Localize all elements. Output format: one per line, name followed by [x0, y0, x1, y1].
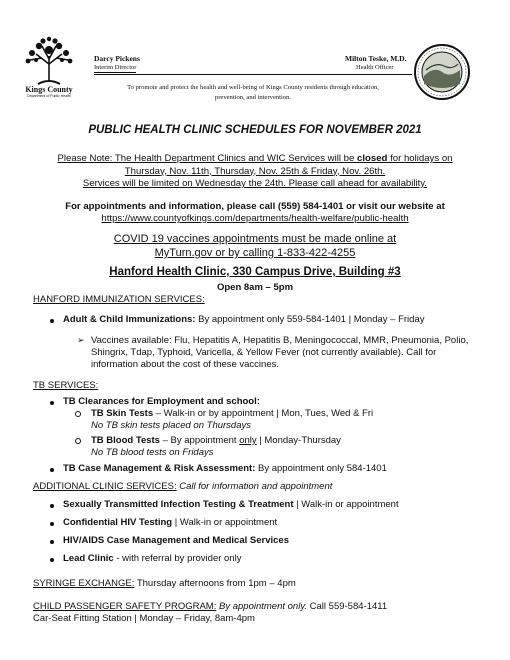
county-seal-icon: [414, 44, 470, 100]
circle-bullet-icon: [75, 438, 81, 444]
mission-line-2: prevention, and intervention.: [214, 94, 292, 101]
lead-clinic: Lead Clinic - with referral by provider only: [63, 553, 242, 564]
health-officer-name: Milton Teske, M.D.: [345, 54, 407, 63]
additional-heading-note: Call for information and appointment: [176, 481, 333, 492]
child-passenger-heading: CHILD PASSENGER SAFETY PROGRAM:: [33, 601, 217, 612]
additional-heading: ADDITIONAL CLINIC SERVICES:: [33, 481, 177, 492]
sti-testing: Sexually Transmitted Infection Testing & Treatment | Walk-in or appointment: [63, 499, 399, 510]
bullet-icon: [50, 504, 54, 508]
hiv-testing: Confidential HIV Testing | Walk-in or appointment: [63, 517, 278, 528]
syringe-heading: SYRINGE EXCHANGE:: [33, 578, 135, 589]
arrow-bullet-icon: ➢: [77, 335, 85, 345]
covid-line-1: COVID 19 vaccines appointments must be made online at: [113, 233, 397, 245]
circle-bullet-icon: [75, 411, 81, 417]
clinic-name: Hanford Health Clinic, 330 Campus Drive, Building #3: [109, 266, 401, 278]
covid-line-2: MyTurn.gov or by calling 1-833-422-4255: [154, 247, 356, 259]
mission-statement: [94, 83, 412, 103]
bullet-icon: [50, 319, 54, 323]
tb-heading: TB SERVICES:: [33, 380, 99, 391]
tb-case-management: TB Case Management & Risk Assessment: By appointment only 584-1401: [63, 463, 387, 474]
bullet-icon: [50, 401, 54, 405]
holiday-note-line-1: Please Note: The Health Department Clinics and WIC Services will be closed for holidays on: [57, 153, 453, 164]
tb-clearances: TB Clearances for Employment and school:: [63, 396, 260, 407]
bullet-icon: [50, 558, 54, 562]
immunization-item: Adult & Child Immunizations: By appointment only 559-584-1401 | Monday – Friday: [63, 314, 425, 325]
logo-county-name: Kings County: [25, 85, 73, 94]
bullet-icon: [50, 522, 54, 526]
additional-heading-line: [33, 481, 332, 493]
logo-department: Department of Public Health: [27, 94, 71, 98]
vaccines-available: Vaccines available: Flu, Hepatitis A, Hepatitis B, Meningococcal, MMR, Pneumonia, Polio, Shingrix, Tdap, Typhoid, Varicella, & Yellow Fever (not currently available). Call for information about the cost of these vaccines.: [91, 335, 469, 370]
bullet-icon: [50, 468, 54, 472]
mission-line-1: To promote and protect the health and well-being of Kings County residents through education,: [127, 84, 379, 91]
health-officer-title: Health Officer: [356, 64, 394, 71]
clinic-hours: Open 8am – 5pm: [216, 282, 294, 293]
tb-skin-note: No TB skin tests placed on Thursdays: [91, 420, 251, 431]
child-passenger-safety: CHILD PASSENGER SAFETY PROGRAM: By appointment only. Call 559-584-1411: [33, 601, 388, 612]
appointment-info: [30, 201, 480, 225]
bullet-icon: [50, 540, 54, 544]
tb-blood-note: No TB blood tests on Fridays: [91, 447, 214, 458]
tb-blood-tests: TB Blood Tests – By appointment only | Monday-Thursday: [91, 435, 341, 446]
tb-skin-tests: TB Skin Tests – Walk-in or by appointment | Mon, Tues, Wed & Fri: [91, 408, 374, 419]
covid-notice: [70, 232, 440, 260]
tree-icon: [14, 34, 84, 88]
immunization-heading: HANFORD IMMUNIZATION SERVICES:: [33, 294, 205, 305]
kings-county-logo: [14, 34, 84, 100]
page-title: PUBLIC HEALTH CLINIC SCHEDULES FOR NOVEMBER 2021: [88, 124, 422, 136]
hiv-aids-case-management: HIV/AIDS Case Management and Medical Services: [63, 535, 289, 546]
header-rule: [94, 74, 412, 75]
website-link[interactable]: https://www.countyofkings.com/departments/health-welfare/public-health: [101, 213, 409, 224]
appointment-phone-line: For appointments and information, please call (559) 584-1401 or visit our website at: [65, 201, 445, 212]
syringe-exchange: SYRINGE EXCHANGE: Thursday afternoons from 1pm – 4pm: [33, 578, 296, 589]
director-name: Darcy Pickens: [94, 54, 140, 63]
director-title: Interim Director: [94, 64, 137, 71]
holiday-note-line-2: Thursday, Nov. 11th, Thursday, Nov. 25th & Friday, Nov. 26th.: [124, 165, 386, 177]
holiday-note-line-3: Services will be limited on Wednesday the 24th. Please call ahead for availability.: [82, 178, 428, 189]
holiday-note: [30, 153, 480, 191]
car-seat-fitting: Car-Seat Fitting Station | Monday – Friday, 8am-4pm: [33, 613, 255, 624]
